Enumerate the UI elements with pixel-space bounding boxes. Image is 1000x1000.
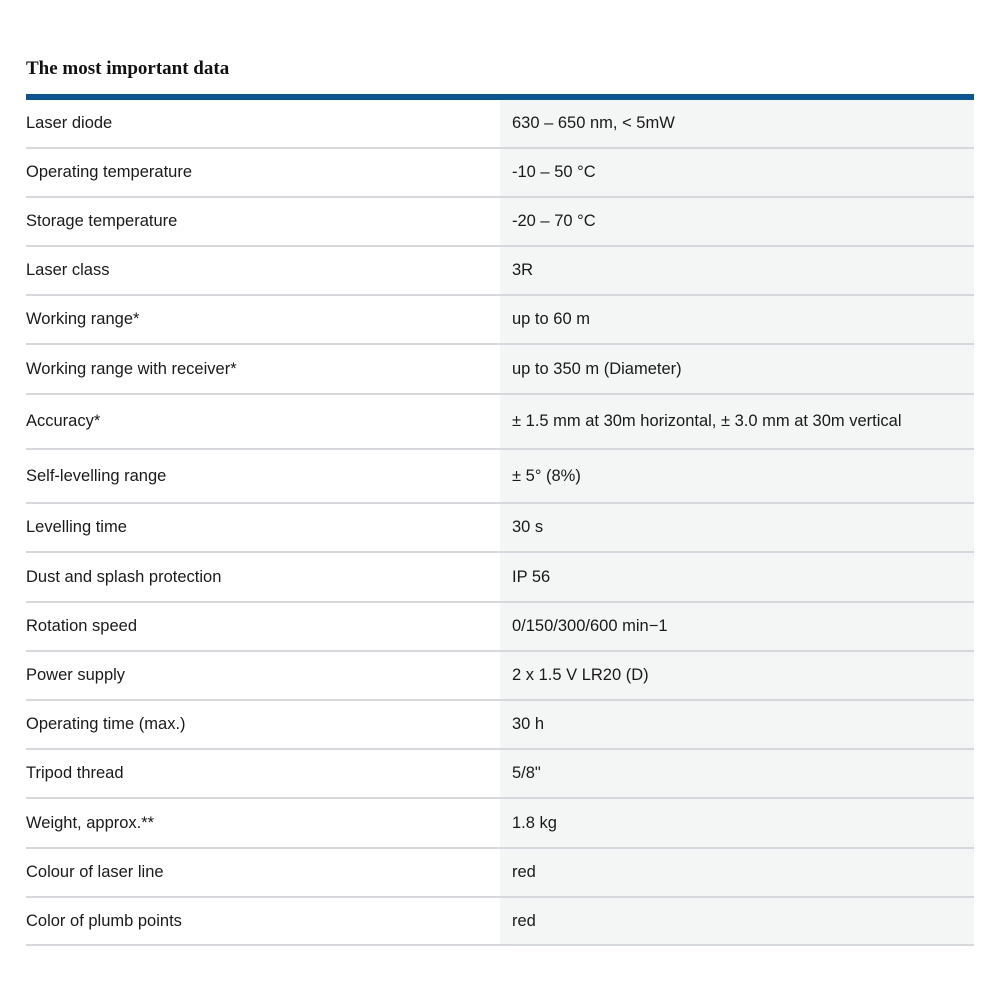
spec-label: Working range* <box>26 310 140 328</box>
table-row <box>26 395 974 450</box>
spec-value: 1.8 kg <box>500 799 974 847</box>
spec-value: up to 350 m (Diameter) <box>500 345 974 393</box>
table-row <box>26 149 974 198</box>
spec-label: Levelling time <box>26 518 127 536</box>
spec-value: red <box>500 849 974 896</box>
table-row <box>26 504 974 553</box>
table-row <box>26 701 974 750</box>
spec-label: Color of plumb points <box>26 911 182 930</box>
spec-label: Operating temperature <box>26 163 193 181</box>
spec-value: 2 x 1.5 V LR20 (D) <box>500 652 974 699</box>
spec-label: Rotation speed <box>26 617 137 635</box>
table-row <box>26 898 974 946</box>
spec-value: 30 s <box>500 504 974 551</box>
spec-value: -20 – 70 °C <box>500 198 974 245</box>
spec-value: ± 1.5 mm at 30m horizontal, ± 3.0 mm at 30m vertical <box>500 395 974 448</box>
spec-label: Storage temperature <box>26 212 178 230</box>
spec-label: Dust and splash protection <box>26 567 222 586</box>
spec-label: Laser class <box>26 261 110 279</box>
table-row <box>26 345 974 395</box>
spec-value: up to 60 m <box>500 296 974 343</box>
spec-value: red <box>500 898 974 944</box>
table-row <box>26 750 974 799</box>
table-row <box>26 652 974 701</box>
table-row <box>26 247 974 296</box>
spec-label: Weight, approx.** <box>26 813 155 832</box>
table-row <box>26 296 974 345</box>
spec-label: Operating time (max.) <box>26 715 186 733</box>
spec-value: 3R <box>500 247 974 294</box>
spec-label: Power supply <box>26 666 126 684</box>
spec-value: -10 – 50 °C <box>500 149 974 196</box>
spec-label: Laser diode <box>26 114 113 132</box>
table-row <box>26 553 974 603</box>
spec-value: 30 h <box>500 701 974 748</box>
table-row <box>26 198 974 247</box>
table-row <box>26 100 974 149</box>
spec-table <box>26 100 974 946</box>
spec-label: Colour of laser line <box>26 863 164 881</box>
table-row <box>26 799 974 849</box>
section-title: The most important data <box>26 58 230 79</box>
spec-value: 630 – 650 nm, < 5mW <box>500 100 974 147</box>
table-row <box>26 450 974 504</box>
spec-label: Self-levelling range <box>26 466 167 485</box>
spec-label: Tripod thread <box>26 764 124 782</box>
spec-value: IP 56 <box>500 553 974 601</box>
table-row <box>26 603 974 652</box>
spec-label: Working range with receiver* <box>26 359 237 378</box>
spec-label: Accuracy* <box>26 412 101 430</box>
spec-value: ± 5° (8%) <box>500 450 974 502</box>
spec-value: 0/150/300/600 min−1 <box>500 603 974 650</box>
spec-value: 5/8" <box>500 750 974 797</box>
table-row <box>26 849 974 898</box>
